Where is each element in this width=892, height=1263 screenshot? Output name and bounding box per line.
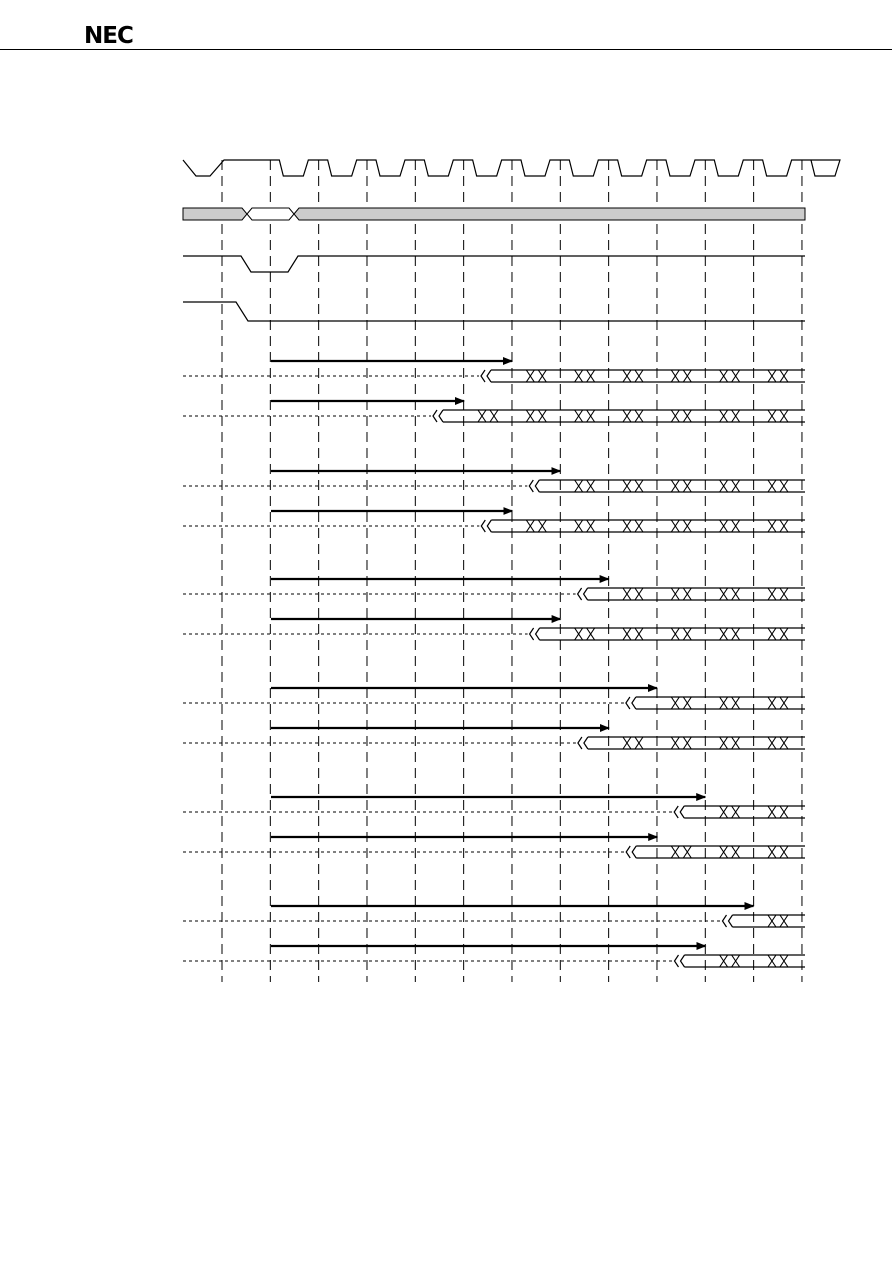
- data-valid-bus: [491, 520, 805, 532]
- data-change-mark: [575, 520, 595, 532]
- data-change-mark: [768, 520, 788, 532]
- data-transition-mark: [530, 628, 540, 640]
- data-change-mark: [768, 806, 788, 818]
- data-transition-mark: [578, 588, 588, 600]
- data-change-mark: [575, 628, 595, 640]
- data-transition-mark: [481, 370, 491, 382]
- data-change-mark: [768, 588, 788, 600]
- data-change-mark: [623, 588, 643, 600]
- data-transition-mark: [675, 955, 685, 967]
- address-bus-invalid: [183, 208, 247, 220]
- data-change-mark: [720, 588, 740, 600]
- data-change-mark: [720, 697, 740, 709]
- data-change-mark: [671, 480, 691, 492]
- data-transition-mark: [626, 846, 636, 858]
- data-change-mark: [720, 806, 740, 818]
- data-transition-mark: [626, 697, 636, 709]
- data-change-mark: [671, 588, 691, 600]
- data-change-mark: [720, 370, 740, 382]
- data-transition-mark: [578, 737, 588, 749]
- data-change-mark: [720, 955, 740, 967]
- data-change-mark: [671, 628, 691, 640]
- data-valid-bus: [491, 370, 805, 382]
- nec-logo: NEC: [84, 23, 133, 49]
- data-change-mark: [623, 480, 643, 492]
- data-change-mark: [575, 410, 595, 422]
- data-transition-mark: [433, 410, 443, 422]
- data-change-mark: [720, 480, 740, 492]
- address-bus-invalid: [294, 208, 805, 220]
- data-change-mark: [526, 370, 546, 382]
- data-change-mark: [720, 410, 740, 422]
- data-change-mark: [623, 410, 643, 422]
- data-change-mark: [768, 480, 788, 492]
- data-change-mark: [478, 410, 498, 422]
- data-change-mark: [671, 520, 691, 532]
- data-change-mark: [623, 370, 643, 382]
- data-change-mark: [575, 370, 595, 382]
- data-change-mark: [768, 697, 788, 709]
- data-change-mark: [526, 410, 546, 422]
- data-change-mark: [720, 628, 740, 640]
- data-change-mark: [623, 628, 643, 640]
- data-change-mark: [768, 846, 788, 858]
- data-transition-mark: [529, 480, 539, 492]
- data-change-mark: [720, 846, 740, 858]
- data-change-mark: [623, 737, 643, 749]
- data-change-mark: [768, 915, 788, 927]
- data-change-mark: [720, 737, 740, 749]
- data-change-mark: [671, 697, 691, 709]
- data-change-mark: [720, 520, 740, 532]
- data-change-mark: [671, 410, 691, 422]
- data-change-mark: [526, 520, 546, 532]
- data-change-mark: [768, 370, 788, 382]
- data-change-mark: [768, 955, 788, 967]
- strobe-waveform: [183, 256, 805, 272]
- data-transition-mark: [481, 520, 491, 532]
- data-change-mark: [768, 628, 788, 640]
- data-change-mark: [768, 737, 788, 749]
- data-transition-mark: [723, 915, 733, 927]
- select-waveform: [183, 302, 805, 321]
- data-change-mark: [623, 520, 643, 532]
- address-bus-valid: [247, 208, 294, 220]
- data-transition-mark: [674, 806, 684, 818]
- data-change-mark: [768, 410, 788, 422]
- data-change-mark: [671, 737, 691, 749]
- data-change-mark: [671, 370, 691, 382]
- data-change-mark: [575, 480, 595, 492]
- data-change-mark: [671, 846, 691, 858]
